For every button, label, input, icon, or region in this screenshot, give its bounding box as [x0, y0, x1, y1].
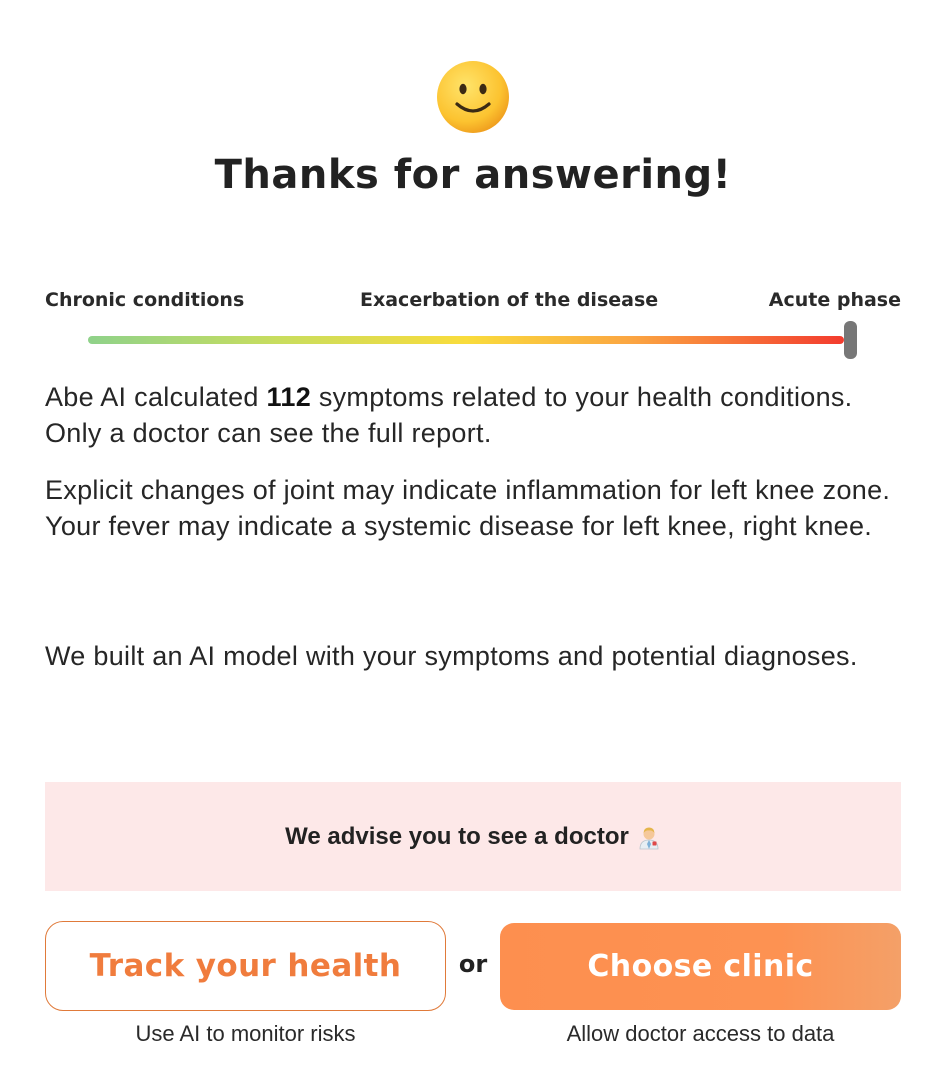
model-paragraph: We built an AI model with your symptoms and potential diagnoses. — [45, 641, 858, 671]
summary-paragraph — [45, 379, 915, 451]
findings-paragraph — [45, 472, 915, 544]
symptom-count: 112 — [266, 382, 312, 412]
choose-clinic-caption: Allow doctor access to data — [566, 1021, 835, 1046]
slightly-smiling-face-icon — [436, 60, 510, 134]
page-title: Thanks for answering! — [214, 152, 732, 198]
advice-text: We advise you to see a doctor — [285, 822, 629, 850]
choose-clinic-button[interactable]: Choose clinic — [500, 923, 901, 1010]
severity-scale-marker — [844, 321, 857, 359]
severity-scale-track — [88, 336, 844, 344]
track-health-caption: Use AI to monitor risks — [135, 1021, 356, 1046]
scale-label-chronic: Chronic conditions — [45, 289, 245, 311]
finding-fever: Your fever may indicate a systemic disease for left knee, right knee. — [45, 511, 873, 541]
health-worker-icon — [637, 824, 661, 850]
summary-text-start: Abe AI calculated — [45, 382, 267, 412]
summary-text-end: symptoms related to your health conditions. Only a doctor can see the full report. — [45, 382, 853, 448]
or-separator: or — [458, 950, 488, 978]
track-health-button[interactable]: Track your health — [45, 921, 446, 1011]
scale-label-exacerbation: Exacerbation of the disease — [360, 289, 659, 311]
scale-label-acute: Acute phase — [768, 289, 901, 311]
doctor-advice-banner — [45, 782, 901, 891]
finding-joint: Explicit changes of joint may indicate inflammation for left knee zone. — [45, 475, 891, 505]
